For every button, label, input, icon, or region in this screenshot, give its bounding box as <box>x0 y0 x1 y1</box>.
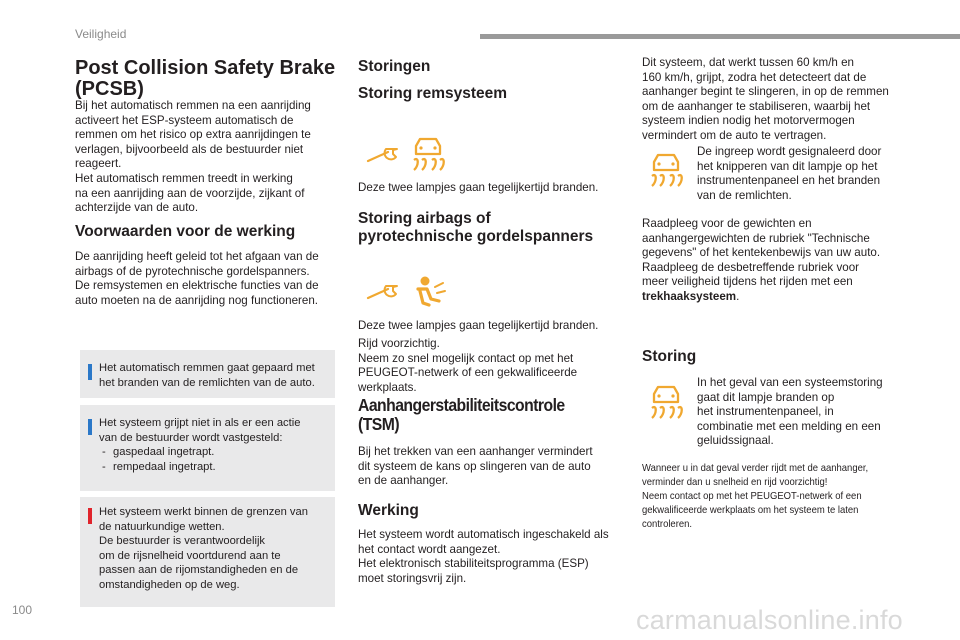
watermark: carmanualsonline.info <box>636 605 903 635</box>
brake-fault-heading: Storing remsysteem <box>358 85 508 102</box>
airbag-fault-text <box>358 319 623 334</box>
text-line: Het elektronisch stabiliteitsprogramma (ESP) <box>358 557 589 571</box>
text-line: van de remlichten. <box>697 188 792 202</box>
text-line: Het automatisch remmen gaat gepaard met <box>99 362 315 374</box>
brake-fault-title <box>358 85 507 103</box>
text-line: In het geval van een systeemstoring <box>697 376 883 389</box>
text-line: Het systeem werkt binnen de grenzen van <box>99 506 308 518</box>
text-line: van de bestuurder wordt vastgesteld: <box>99 431 283 444</box>
text-line: aanhangergewichten de rubriek "Technische <box>642 231 870 245</box>
text-line: het instrumentenpaneel, in <box>697 405 834 419</box>
brake-fault-text <box>358 181 623 196</box>
conditions-heading: Voorwaarden voor de werking <box>75 223 296 240</box>
text-line: Het systeem wordt automatisch ingeschakeld als <box>358 528 609 541</box>
text-line: De aanrijding heeft geleid tot het afgaan van de <box>75 250 319 263</box>
text-line: controleren. <box>642 519 693 530</box>
info-icon <box>88 419 92 435</box>
text-line: gekwalificeerde werkplaats om het systeem te laten <box>642 505 859 516</box>
text-line: Dit systeem, dat werkt tussen 60 km/h en <box>642 56 854 69</box>
text-line: Bij het automatisch remmen na een aanrijding <box>75 99 311 112</box>
wrench-icon <box>366 145 402 165</box>
text-line: instrumentenpaneel en het branden <box>697 174 881 188</box>
text-line: Deze twee lampjes gaan tegelijkertijd branden. <box>358 319 599 332</box>
storing-advice <box>642 462 932 532</box>
airbag-icon <box>413 275 447 309</box>
text-line: gaat dit lampje branden op <box>697 390 835 404</box>
warning-icon <box>88 508 92 524</box>
text-line: Het automatisch remmen treedt in werking <box>75 171 293 185</box>
esp-skid-icon <box>648 152 684 190</box>
werking-title <box>358 502 419 520</box>
page-number: 100 <box>12 603 33 617</box>
conditions-title <box>75 223 340 241</box>
pcsb-title <box>75 58 340 100</box>
werking-heading: Werking <box>358 502 419 519</box>
text-line: Neem zo snel mogelijk contact op met het <box>358 351 574 365</box>
esp-skid-icon <box>410 136 446 174</box>
wrench-icon <box>366 282 402 302</box>
tsm-heading-line1: Aanhangerstabiliteitscontrole <box>358 395 565 415</box>
werking-text <box>358 528 623 586</box>
text-line: Rijd voorzichtig. <box>358 337 440 350</box>
esp-skid-icon <box>648 384 684 422</box>
tsm-intro <box>642 56 912 144</box>
airbag-advice <box>358 337 623 395</box>
text-line: geluidssignaal. <box>697 434 774 448</box>
info-icon <box>88 364 92 380</box>
text-line: om de rijsnelheid voortdurend aan te <box>99 549 281 562</box>
text-line: na een aanrijding aan de voorzijde, zijkant of <box>75 186 305 200</box>
warning-note <box>80 497 335 607</box>
storing-text <box>697 376 912 449</box>
text-line: omstandigheden op de weg. <box>99 578 240 591</box>
tsm-heading-line2: (TSM) <box>358 414 400 434</box>
text-line: Deze twee lampjes gaan tegelijkertijd branden. <box>358 181 599 194</box>
text-line: De ingreep wordt gesignaleerd door <box>697 145 882 158</box>
storing-title <box>642 348 696 366</box>
text-line: werkplaats. <box>358 380 417 394</box>
text-line: verlagen, bijvoorbeeld als de bestuurder niet <box>75 142 304 156</box>
text-line: om de aanhanger te stabiliseren, waarbij het <box>642 99 871 113</box>
text-line: systeem indien nodig het motorvermogen <box>642 114 855 128</box>
text-line: remmen om het risico op extra aanrijdingen te <box>75 128 311 142</box>
pcsb-title-line1: Post Collision Safety Brake <box>75 57 336 79</box>
header-bar <box>480 34 960 39</box>
info-note-1 <box>80 350 335 398</box>
pedal-list <box>99 445 300 474</box>
faults-heading: Storingen <box>358 58 431 75</box>
text-line: dit systeem de kans op slingeren van de auto <box>358 459 591 473</box>
text-line: activeert het ESP-systeem automatisch de <box>75 113 294 127</box>
text-line: aanhanger begint te slingeren, in op de remmen <box>642 85 889 99</box>
text-line: verminder dan u snelheid en rijd voorzichtig! <box>642 477 828 488</box>
text-line: passen aan de rijomstandigheden en de <box>99 564 299 576</box>
info-note-2 <box>80 405 335 491</box>
airbag-fault-title <box>358 210 623 246</box>
text-line: achterzijde van de auto. <box>75 201 199 215</box>
list-item: - gaspedaal ingetrapt. <box>99 445 300 460</box>
text-line: PEUGEOT-netwerk of een gekwalificeerde <box>358 366 578 380</box>
text-line: het branden van de remlichten van de auto. <box>99 376 315 389</box>
text-line: Raadpleeg de desbetreffende rubriek voor <box>642 260 859 274</box>
text-line: Raadpleeg voor de gewichten en <box>642 217 812 230</box>
text-line: en de aanhanger. <box>358 474 449 488</box>
text-line: Bij het trekken van een aanhanger vermindert <box>358 445 593 458</box>
storing-heading: Storing <box>642 348 697 365</box>
consult-text <box>642 217 917 305</box>
text-line: De remsystemen en elektrische functies van de <box>75 279 319 293</box>
pcsb-title-line2: (PCSB) <box>75 78 144 100</box>
text-line: auto moeten na de aanrijding nog functioneren. <box>75 293 319 307</box>
faults-title <box>358 58 430 76</box>
text-line: 160 km/h, grijpt, zodra het detecteert dat de <box>642 70 867 84</box>
conditions-text <box>75 250 340 308</box>
text-line: gegevens" of het kentekenbewijs van uw auto. <box>642 246 881 260</box>
text-line: meer veiligheid tijdens het rijden met een <box>642 275 853 289</box>
text-line: reageert. <box>75 157 122 171</box>
text-line: het knipperen van dit lampje op het <box>697 159 878 173</box>
text-line: combinatie met een melding en een <box>697 419 881 433</box>
tsm-text <box>358 445 623 489</box>
list-item: - rempedaal ingetrapt. <box>99 460 300 475</box>
pcsb-intro <box>75 99 340 216</box>
text-line <box>642 290 917 305</box>
text-line: Wanneer u in dat geval verder rijdt met de aanhanger, <box>642 463 869 474</box>
lamp-text <box>697 145 912 203</box>
text-punct: . <box>736 289 740 303</box>
text-line: het contact wordt aangezet. <box>358 542 501 556</box>
tsm-title <box>358 396 623 434</box>
text-line: De bestuurder is verantwoordelijk <box>99 535 266 547</box>
text-line: Neem contact op met het PEUGEOT-netwerk of een <box>642 491 862 502</box>
airbag-heading-line1: Storing airbags of <box>358 210 491 227</box>
text-line: vermindert om de auto te vertragen. <box>642 128 827 142</box>
text-line: de natuurkundige wetten. <box>99 520 225 533</box>
section-header: Veiligheid <box>75 27 127 41</box>
text-line: airbags of de pyrotechnische gordelspanners. <box>75 264 310 278</box>
text-line: Het systeem grijpt niet in als er een actie <box>99 417 301 429</box>
airbag-heading-line2: pyrotechnische gordelspanners <box>358 228 594 245</box>
trekhaak-link-text: trekhaaksysteem <box>642 289 737 303</box>
text-line: moet storingsvrij zijn. <box>358 571 467 585</box>
